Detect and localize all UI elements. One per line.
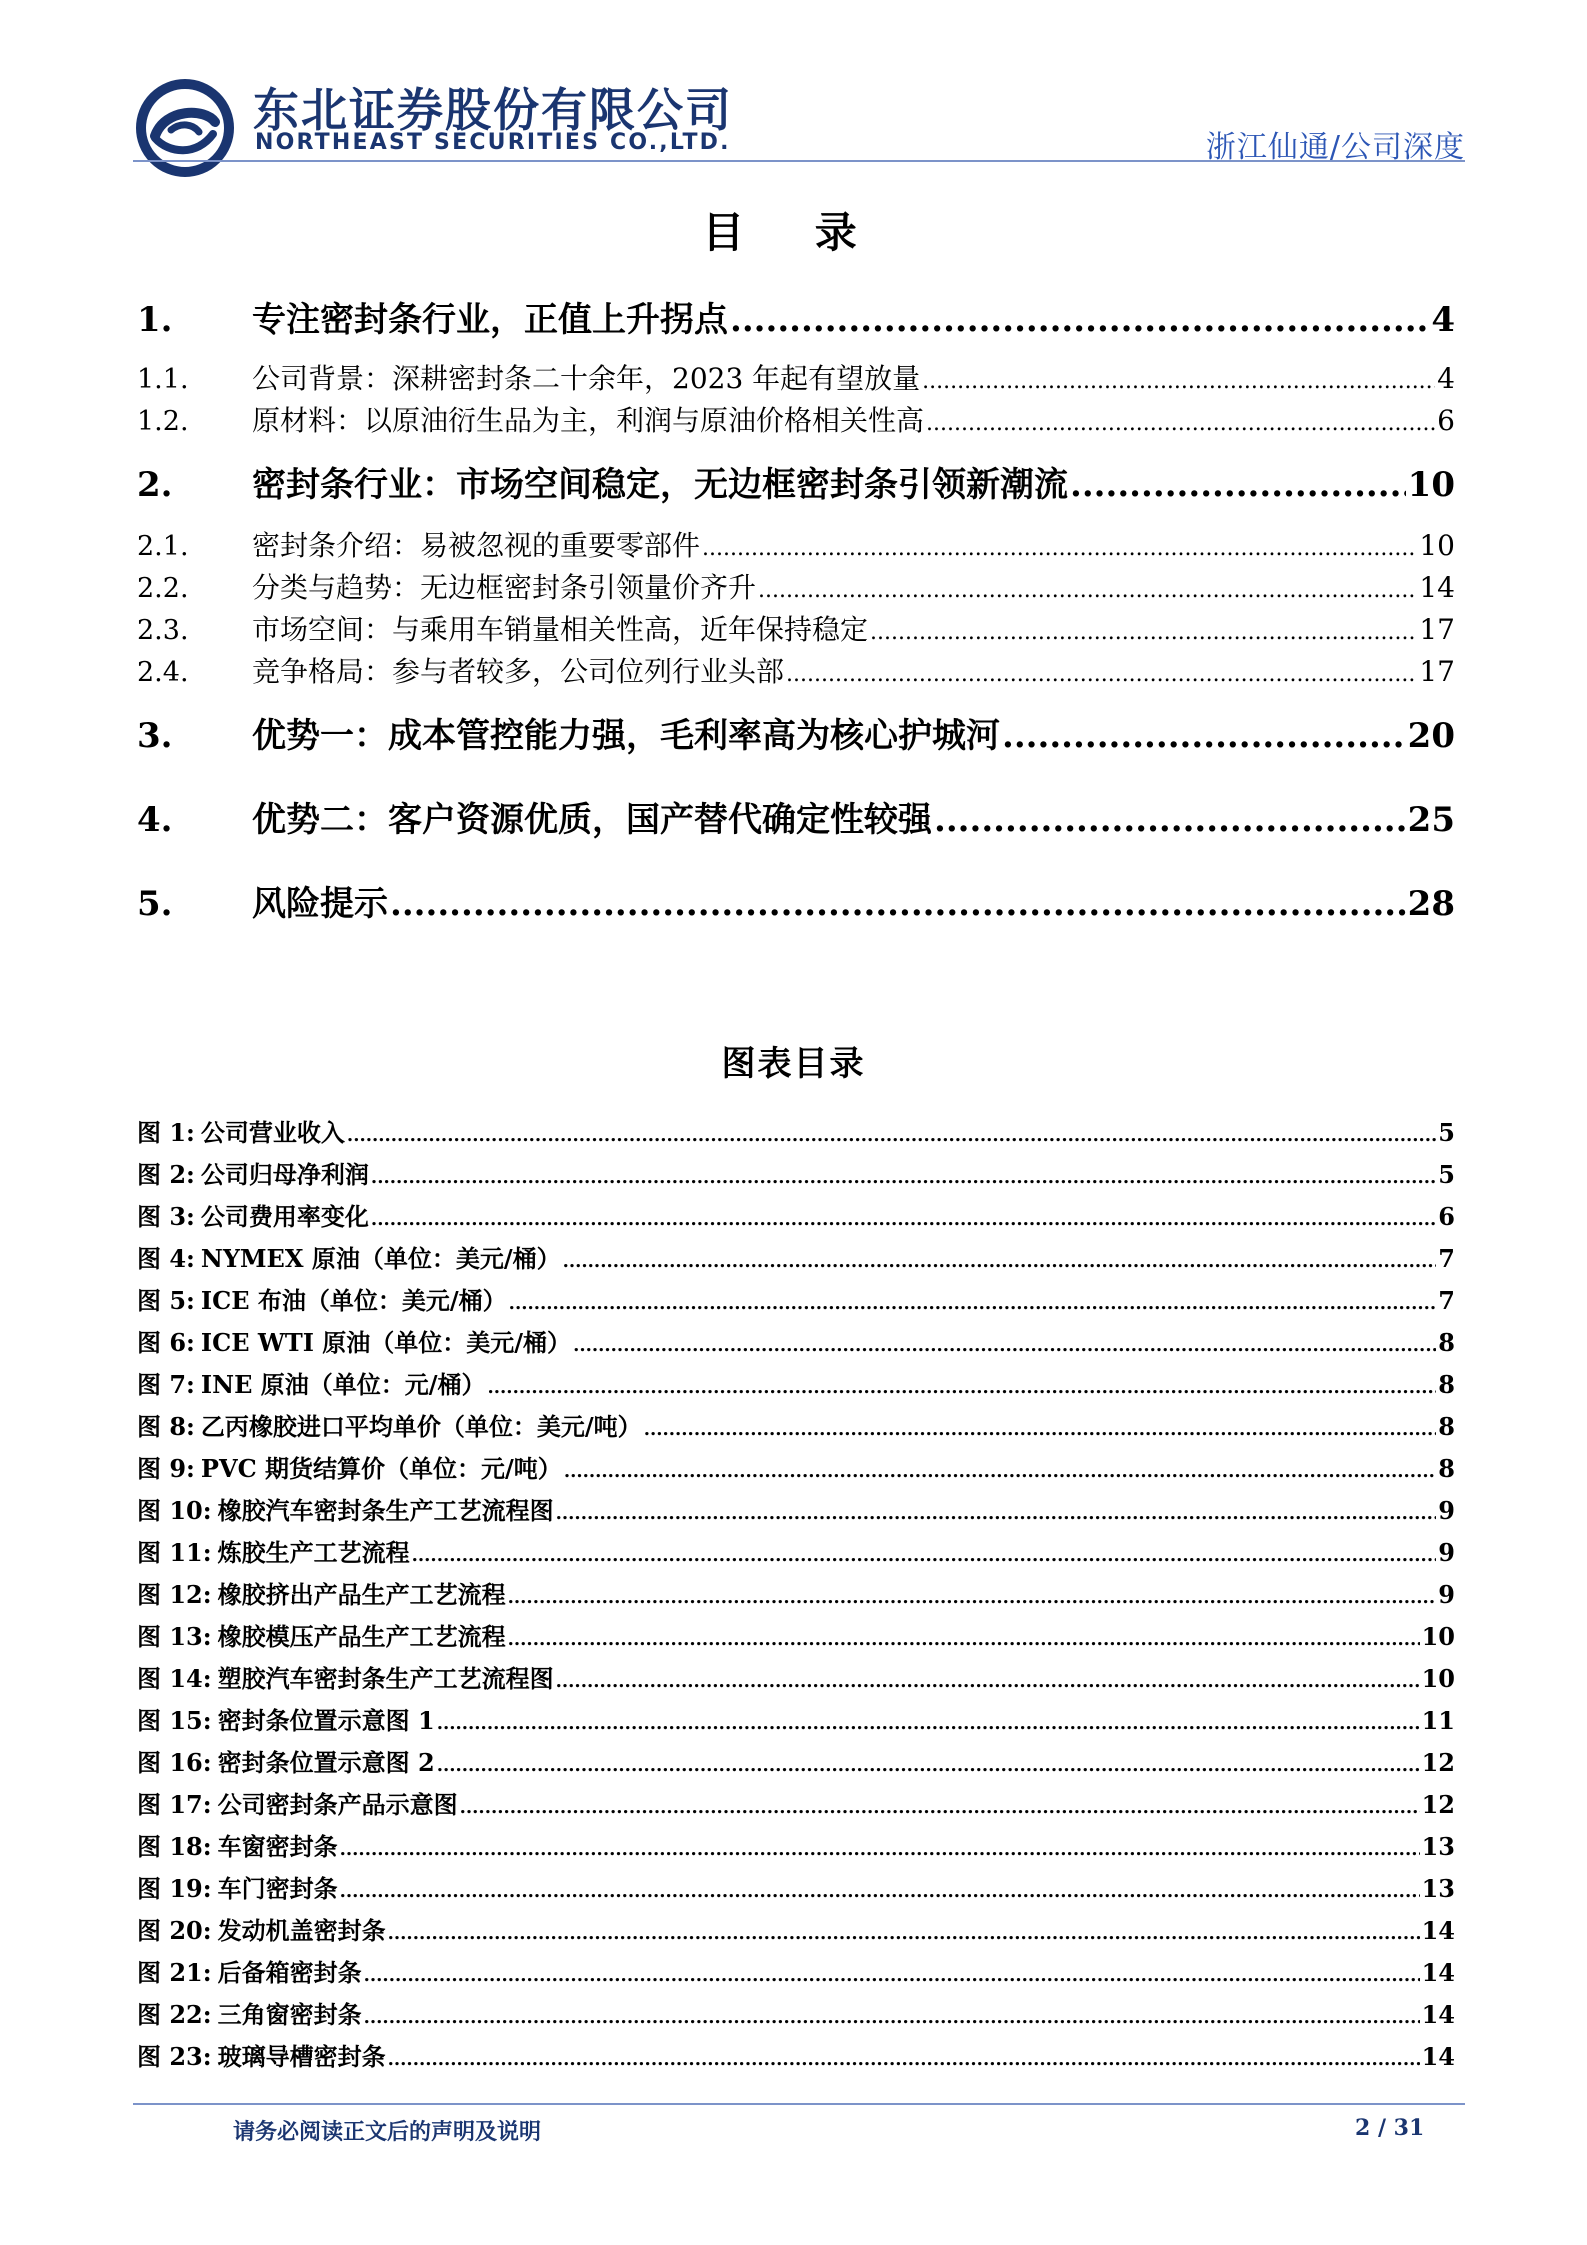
figure-entry-number: 图 2:	[137, 1160, 195, 1189]
figure-entry-number: 图 9:	[137, 1454, 195, 1483]
figure-entry-title: 公司归母净利润	[200, 1160, 369, 1189]
figure-entry-number: 图 23:	[137, 2042, 212, 2071]
toc-entry-number: 1.	[137, 300, 173, 340]
company-name-cn: 东北证券股份有限公司	[253, 83, 733, 137]
figure-leader-dots	[388, 2049, 1420, 2070]
figure-leader-dots	[509, 1293, 1437, 1314]
figure-entry-title: 车窗密封条	[217, 1832, 338, 1861]
figure-entry[interactable]	[137, 1659, 1455, 1694]
figure-entry-title: 橡胶模压产品生产工艺流程	[217, 1622, 506, 1651]
figure-leader-dots	[573, 1335, 1436, 1356]
figure-entry-page: 11	[1421, 1706, 1455, 1735]
figure-entry-page: 13	[1421, 1874, 1455, 1903]
toc-entry[interactable]	[137, 708, 1455, 757]
figure-entry-title: INE 原油（单位：元/桶）	[200, 1370, 486, 1399]
toc-entry[interactable]	[137, 608, 1455, 648]
toc-entry-page: 10	[1419, 529, 1455, 562]
toc-title: 目 录	[702, 208, 885, 257]
figure-entry-number: 图 13:	[137, 1622, 212, 1651]
figure-entry[interactable]	[137, 1407, 1455, 1442]
figure-entry-number: 图 1:	[137, 1118, 195, 1147]
figure-entry-title: 密封条位置示意图 2	[217, 1748, 435, 1777]
figure-entry-title: 后备箱密封条	[217, 1958, 362, 1987]
figure-leader-dots	[371, 1209, 1436, 1230]
toc-entry-title: 原材料：以原油衍生品为主，利润与原油价格相关性高	[252, 404, 925, 437]
figure-entry-number: 图 21:	[137, 1958, 212, 1987]
report-tag: 浙江仙通/公司深度	[1205, 130, 1465, 165]
figure-entry-number: 图 22:	[137, 2000, 212, 2029]
toc-entry-page: 4	[1431, 300, 1455, 340]
figure-leader-dots	[388, 1923, 1420, 1944]
figure-entry-number: 图 7:	[137, 1370, 195, 1399]
page-header	[133, 60, 1465, 165]
figure-entry[interactable]	[137, 1827, 1455, 1862]
figure-entry-page: 8	[1438, 1328, 1455, 1357]
figure-entry[interactable]	[137, 1323, 1455, 1358]
northeast-securities-logo-icon	[135, 78, 235, 178]
figure-entry-number: 图 17:	[137, 1790, 212, 1819]
footer-disclaimer: 请务必阅读正文后的声明及说明	[233, 2119, 542, 2145]
toc-entry-page: 17	[1419, 655, 1455, 688]
toc-entry[interactable]	[137, 792, 1455, 841]
figure-entry-title: 塑胶汽车密封条生产工艺流程图	[217, 1664, 554, 1693]
figure-list-title: 图表目录	[721, 1044, 866, 1084]
figure-entry[interactable]	[137, 1995, 1455, 2030]
figure-entry-number: 图 19:	[137, 1874, 212, 1903]
toc-leader-dots	[1002, 716, 1406, 756]
toc-leader-dots	[934, 800, 1406, 840]
toc-entry-number: 2.3.	[137, 615, 189, 646]
figure-entry-title: 公司密封条产品示意图	[217, 1790, 458, 1819]
figure-entry-page: 10	[1421, 1664, 1455, 1693]
toc-entry-page: 10	[1407, 465, 1455, 505]
figure-entry[interactable]	[137, 1155, 1455, 1190]
toc-leader-dots	[1070, 465, 1406, 505]
figure-entry-number: 图 6:	[137, 1328, 195, 1357]
toc-entry-number: 1.2.	[137, 406, 189, 437]
toc-entry-title: 密封条行业：市场空间稳定，无边框密封条引领新潮流	[252, 465, 1068, 505]
figure-entry[interactable]	[137, 1239, 1455, 1274]
figure-entry[interactable]	[137, 1113, 1455, 1148]
figure-entry-title: ICE 布油（单位：美元/桶）	[200, 1286, 507, 1315]
toc-entry-title: 优势一：成本管控能力强，毛利率高为核心护城河	[252, 716, 1000, 756]
figure-leader-dots	[644, 1419, 1437, 1440]
figure-entry-title: 三角窗密封条	[217, 2000, 362, 2029]
figure-entry[interactable]	[137, 1911, 1455, 1946]
figure-leader-dots	[488, 1377, 1437, 1398]
figure-leader-dots	[340, 1881, 1420, 1902]
figure-entry-title: 橡胶挤出产品生产工艺流程	[217, 1580, 506, 1609]
toc-entry[interactable]	[137, 457, 1455, 506]
figure-entry-page: 14	[1421, 1916, 1455, 1945]
figure-entry[interactable]	[137, 1281, 1455, 1316]
figure-leader-dots	[508, 1587, 1437, 1608]
figure-entry-number: 图 11:	[137, 1538, 212, 1567]
toc-entry-title: 公司背景：深耕密封条二十余年，2023 年起有望放量	[252, 362, 921, 395]
toc-leader-dots	[702, 536, 1417, 561]
toc-leader-dots	[390, 884, 1406, 924]
toc-entry-title: 分类与趋势：无边框密封条引领量价齐升	[252, 571, 757, 604]
page-number: 2 / 31	[1355, 2115, 1425, 2141]
figure-entry[interactable]	[137, 1197, 1455, 1232]
toc-entry-number: 2.	[137, 465, 173, 505]
toc-leader-dots	[870, 620, 1417, 645]
toc-entry-title: 优势二：客户资源优质，国产替代确定性较强	[252, 800, 932, 840]
toc-entry[interactable]	[137, 399, 1455, 439]
toc-leader-dots	[786, 662, 1417, 687]
figure-entry-page: 14	[1421, 2042, 1455, 2071]
figure-entry-page: 9	[1438, 1580, 1455, 1609]
figure-entry[interactable]	[137, 1701, 1455, 1736]
figure-entry-title: 发动机盖密封条	[217, 1916, 386, 1945]
figure-entry[interactable]	[137, 1617, 1455, 1652]
figure-entry-page: 13	[1421, 1832, 1455, 1861]
toc-entry-page: 4	[1437, 362, 1455, 395]
figure-entry[interactable]	[137, 1365, 1455, 1400]
figure-leader-dots	[412, 1545, 1437, 1566]
figure-entry[interactable]	[137, 1743, 1455, 1778]
toc-entry-number: 1.1.	[137, 364, 189, 395]
toc-leader-dots	[922, 369, 1435, 394]
figure-entry-page: 7	[1438, 1286, 1455, 1315]
figure-entry-page: 10	[1421, 1622, 1455, 1651]
figure-entry-page: 12	[1421, 1748, 1455, 1777]
figure-entry-page: 5	[1438, 1160, 1455, 1189]
figure-leader-dots	[364, 1965, 1420, 1986]
figure-leader-dots	[347, 1125, 1436, 1146]
figure-entry[interactable]	[137, 1869, 1455, 1904]
figure-entry-page: 14	[1421, 1958, 1455, 1987]
toc-entry-number: 2.1.	[137, 531, 189, 562]
figure-entry[interactable]	[137, 1449, 1455, 1484]
figure-entry-title: NYMEX 原油（单位：美元/桶）	[200, 1244, 561, 1273]
toc-leader-dots	[730, 300, 1429, 340]
figure-entry-page: 14	[1421, 2000, 1455, 2029]
figure-leader-dots	[364, 2007, 1420, 2028]
footer-divider	[133, 2103, 1465, 2105]
toc-entry[interactable]	[137, 876, 1455, 925]
toc-entry-page: 25	[1407, 800, 1455, 840]
toc-entry[interactable]	[137, 650, 1455, 690]
figure-leader-dots	[564, 1461, 1436, 1482]
figure-leader-dots	[556, 1671, 1420, 1692]
figure-entry-number: 图 4:	[137, 1244, 195, 1273]
figure-entry-page: 9	[1438, 1496, 1455, 1525]
figure-leader-dots	[371, 1167, 1436, 1188]
figure-entry[interactable]	[137, 2037, 1455, 2072]
toc-entry[interactable]	[137, 292, 1455, 341]
header-divider	[133, 160, 1465, 162]
figure-entry-title: 乙丙橡胶进口平均单价（单位：美元/吨）	[200, 1412, 642, 1441]
figure-entry-number: 图 10:	[137, 1496, 212, 1525]
figure-entry-page: 12	[1421, 1790, 1455, 1819]
toc-entry-number: 2.4.	[137, 657, 189, 688]
figure-leader-dots	[556, 1503, 1437, 1524]
company-name-en: NORTHEAST SECURITIES CO.,LTD.	[255, 130, 731, 155]
figure-entry[interactable]	[137, 1575, 1455, 1610]
figure-entry-number: 图 18:	[137, 1832, 212, 1861]
figure-entry[interactable]	[137, 1785, 1455, 1820]
figure-entry-number: 图 8:	[137, 1412, 195, 1441]
figure-entry-title: 玻璃导槽密封条	[217, 2042, 386, 2071]
figure-entry-page: 7	[1438, 1244, 1455, 1273]
figure-entry-title: 公司费用率变化	[200, 1202, 369, 1231]
toc-entry-number: 2.2.	[137, 573, 189, 604]
figure-leader-dots	[508, 1629, 1420, 1650]
figure-entry-number: 图 14:	[137, 1664, 212, 1693]
figure-entry[interactable]	[137, 1533, 1455, 1568]
figure-leader-dots	[437, 1755, 1420, 1776]
toc-leader-dots	[926, 411, 1435, 436]
figure-entry-title: ICE WTI 原油（单位：美元/桶）	[200, 1328, 572, 1357]
figure-entry-page: 8	[1438, 1370, 1455, 1399]
toc-entry-page: 20	[1407, 716, 1455, 756]
toc-entry-number: 4.	[137, 800, 173, 840]
figure-entry-page: 8	[1438, 1454, 1455, 1483]
figure-entry-number: 图 20:	[137, 1916, 212, 1945]
figure-entry-title: 密封条位置示意图 1	[217, 1706, 435, 1735]
toc-entry[interactable]	[137, 566, 1455, 606]
toc-entry[interactable]	[137, 524, 1455, 564]
toc-entry-number: 5.	[137, 884, 173, 924]
figure-leader-dots	[437, 1713, 1420, 1734]
toc-entry[interactable]	[137, 357, 1455, 397]
toc-entry-page: 28	[1407, 884, 1455, 924]
figure-entry-number: 图 5:	[137, 1286, 195, 1315]
toc-entry-title: 风险提示	[252, 884, 388, 924]
figure-entry[interactable]	[137, 1953, 1455, 1988]
figure-entry-page: 6	[1438, 1202, 1455, 1231]
figure-leader-dots	[563, 1251, 1437, 1272]
toc-entry-page: 17	[1419, 613, 1455, 646]
toc-leader-dots	[758, 578, 1417, 603]
figure-entry-title: 橡胶汽车密封条生产工艺流程图	[217, 1496, 554, 1525]
toc-entry-page: 6	[1437, 404, 1455, 437]
toc-entry-title: 市场空间：与乘用车销量相关性高，近年保持稳定	[252, 613, 869, 646]
figure-entry-title: 公司营业收入	[200, 1118, 345, 1147]
figure-entry[interactable]	[137, 1491, 1455, 1526]
toc-entry-page: 14	[1419, 571, 1455, 604]
figure-entry-title: 车门密封条	[217, 1874, 338, 1903]
figure-entry-title: PVC 期货结算价（单位：元/吨）	[200, 1454, 562, 1483]
figure-leader-dots	[460, 1797, 1420, 1818]
toc-entry-title: 密封条介绍：易被忽视的重要零部件	[252, 529, 701, 562]
figure-entry-number: 图 3:	[137, 1202, 195, 1231]
figure-entry-number: 图 15:	[137, 1706, 212, 1735]
figure-entry-page: 5	[1438, 1118, 1455, 1147]
toc-entry-title: 专注密封条行业，正值上升拐点	[252, 300, 728, 340]
figure-entry-title: 炼胶生产工艺流程	[217, 1538, 410, 1567]
figure-entry-number: 图 16:	[137, 1748, 212, 1777]
figure-entry-page: 9	[1438, 1538, 1455, 1567]
figure-entry-page: 8	[1438, 1412, 1455, 1441]
toc-entry-number: 3.	[137, 716, 173, 756]
toc-entry-title: 竞争格局：参与者较多，公司位列行业头部	[252, 655, 785, 688]
figure-leader-dots	[340, 1839, 1420, 1860]
figure-entry-number: 图 12:	[137, 1580, 212, 1609]
